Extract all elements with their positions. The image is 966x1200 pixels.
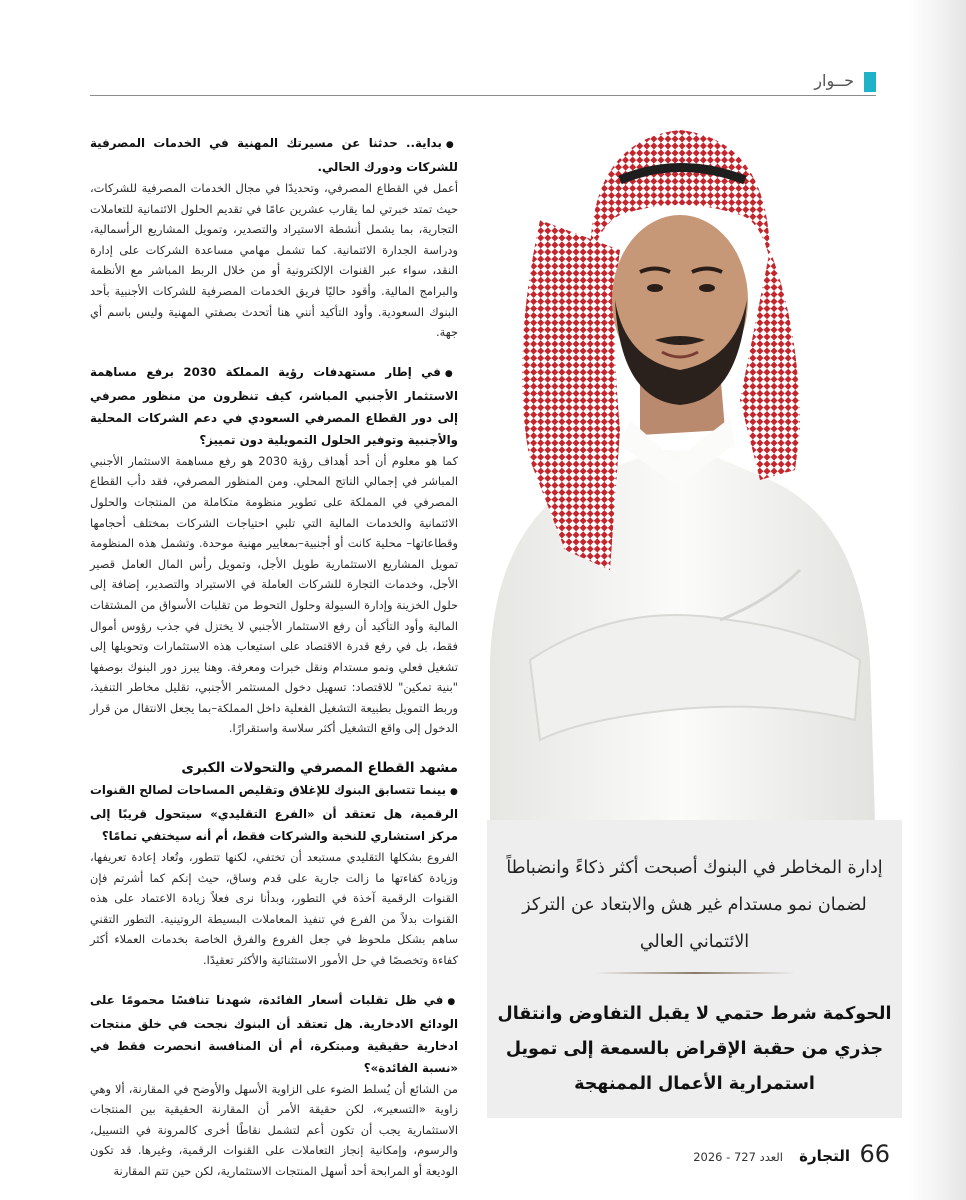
qa-block-2: [90, 361, 458, 739]
page-number: 66: [859, 1140, 890, 1168]
pull-quote-box: [487, 820, 902, 1118]
pull-quote-1: إدارة المخاطر في البنوك أصبحت أكثر ذكاءً وانضباطاً لضمان نمو مستدام غير هش والابتعاد عن التركز الائتماني العالي: [506, 858, 883, 952]
page-binding-edge: [908, 0, 966, 1200]
pull-quote-2: الحوكمة شرط حتمي لا يقبل التفاوض وانتقال جذري من حقبة الإقراض بالسمعة إلى تمويل استمرارية الأعمال الممنهجة: [497, 1004, 892, 1094]
answer-3: الفروع بشكلها التقليدي مستبعد أن تختفي، لكنها تتطور، وتُعاد إعادة تعريفها، وزيادة كفاءتها ما زالت جارية على قدم وساق، حيث إنكم كما أشرتم فإن القنوات الرقمية آخذة في التطور، وبدأنا نرى فعلاً زيادة الاعتماد على هذه القنوات بدلاً من الفرع في تنفيذ المعاملات البسيطة الروتينية. التطور التقني ساهم بشكل ملحوظ في جعل الفروع والفرق الخاصة بخدمات العملاء أكثر كفاءة وتخصصًا في حل الأمور الاستثنائية والأكثر تعقيدًا.: [90, 850, 458, 968]
qa-block-3: [90, 779, 458, 971]
question-3: ● بينما تتسابق البنوك للإغلاق وتقليص المساحات لصالح القنوات الرقمية، هل تعتقد أن «الفرع التقليدي» سيتحول قريبًا إلى مركز استشاري للنخبة والشركات فقط، أم أنه سيختفي تمامًا؟: [90, 779, 458, 847]
question-2: ● في إطار مستهدفات رؤية المملكة 2030 برفع مساهمة الاستثمار الأجنبي المباشر، كيف تنظرون من منظور مصرفي إلى دور القطاع المصرفي السعودي في دعم الشركات المحلية والأجنبية وتوفير الحلول التمويلية دون تمييز؟: [90, 361, 458, 451]
section-subheading: مشهد القطاع المصرفي والتحولات الكبرى: [181, 760, 458, 777]
answer-2: كما هو معلوم أن أحد أهداف رؤية 2030 هو رفع مساهمة الاستثمار الأجنبي المباشر في إجمالي الناتج المحلي. ومن المنظور المصرفي، فقد دأب القطاع المصرفي في المملكة على تطوير منظومة متكاملة من المنتجات والحلول الائتمانية والخدمات المالية التي تلبي احتياجات الشركات بمختلف أحجامها وقطاعاتها– محلية كانت أو أجنبية–بمعايير مهنية موحدة. وتشمل هذه المنظومة تمويل المشاريع الاستثمارية طويل الأجل، وتمويل رأس المال العامل قصير الأجل، وخدمات التجارة للشركات العاملة في الاستيراد والتصدير، إضافة إلى حلول الخزينة وإدارة السيولة وحلول التحوط من تقلبات الأسواق من المشتقات المالية وأود التأكيد أن رفع الاستثمار الأجنبي لا يختزل في جذب رؤوس أموال فقط، بل في رفع قدرة الاقتصاد على استيعاب هذه الاستثمارات وتحويلها إلى تشغيل فعلي ونمو مستدام ونقل خبرات ومعرفة. وهنا يبرز دور البنوك بوصفها "بنية تمكين" للاقتصاد: تسهيل دخول المستثمر الأجنبي، تقليل مخاطر التنفيذ، وربط التمويل بطبيعة التشغيل الفعلية داخل المملكة–بما يجعل الانتقال من قرار الدخول إلى واقع التشغيل أكثر سلاسة واستقرارًا.: [90, 453, 458, 736]
article-text-column: [90, 132, 458, 1200]
answer-4: من الشائع أن يُسلط الضوء على الزاوية الأسهل والأوضح في المقارنة، ألا وهي زاوية «التسعير»، لكن حقيقة الأمر أن المقارنة الحقيقية بين المنتجات الاستثمارية يجب أن تكون أعم لتشمل نقاطًا أخرى كالمرونة في التسييل، والرسوم، وإمكانية إنجاز التعاملات على القنوات الرقمية، وغيرها. قد تكون الوديعة أو المرابحة أحد أسهل المنتجات الاستثمارية، لكن حين تتم المقارنة: [90, 1081, 458, 1178]
issue-info: العدد 727 - 2026: [693, 1150, 783, 1164]
section-accent-mark: [864, 72, 876, 92]
question-4: ● في ظل تقلبات أسعار الفائدة، شهدنا تنافسًا محمومًا على الودائع الادخارية. هل تعتقد أن البنوك نجحت في خلق منتجات ادخارية حقيقية ومبتكرة، أم أن المنافسة انحصرت فقط في «نسبة الفائدة»؟: [90, 989, 458, 1079]
answer-1: أعمل في القطاع المصرفي، وتحديدًا في مجال الخدمات المصرفية للشركات، حيث تمتد خبرتي لما يقارب عشرين عامًا في تقديم الحلول الائتمانية للتعاملات التجارية، بما يشمل أنشطة الاستيراد والتصدير، وتمويل المشاريع الرأسمالية، ودراسة الجدارة الائتمانية. كما تشمل مهامي مساعدة الشركات على إدارة النقد، سواء عبر القنوات الإلكترونية أو من خلال الربط المباشر مع الأنظمة والبرامج المالية. وأقود حاليًا فريق الخدمات المصرفية للشركات الأجنبية بأحد البنوك السعودية. وأود التأكيد أنني هنا أتحدث بصفتي المهنية وليس باسم أي جهة.: [90, 181, 458, 340]
qa-block-1: [90, 132, 458, 343]
qa-block-4: [90, 989, 458, 1182]
question-1: ● بداية.. حدثنا عن مسيرتك المهنية في الخدمات المصرفية للشركات ودورك الحالي.: [90, 132, 458, 178]
section-header: [90, 70, 876, 96]
magazine-name: التجارة: [799, 1147, 850, 1165]
page-footer: [690, 1140, 890, 1170]
interviewee-photo: [470, 100, 880, 822]
quote-divider: [595, 972, 795, 974]
section-title: حــوار: [814, 71, 854, 90]
